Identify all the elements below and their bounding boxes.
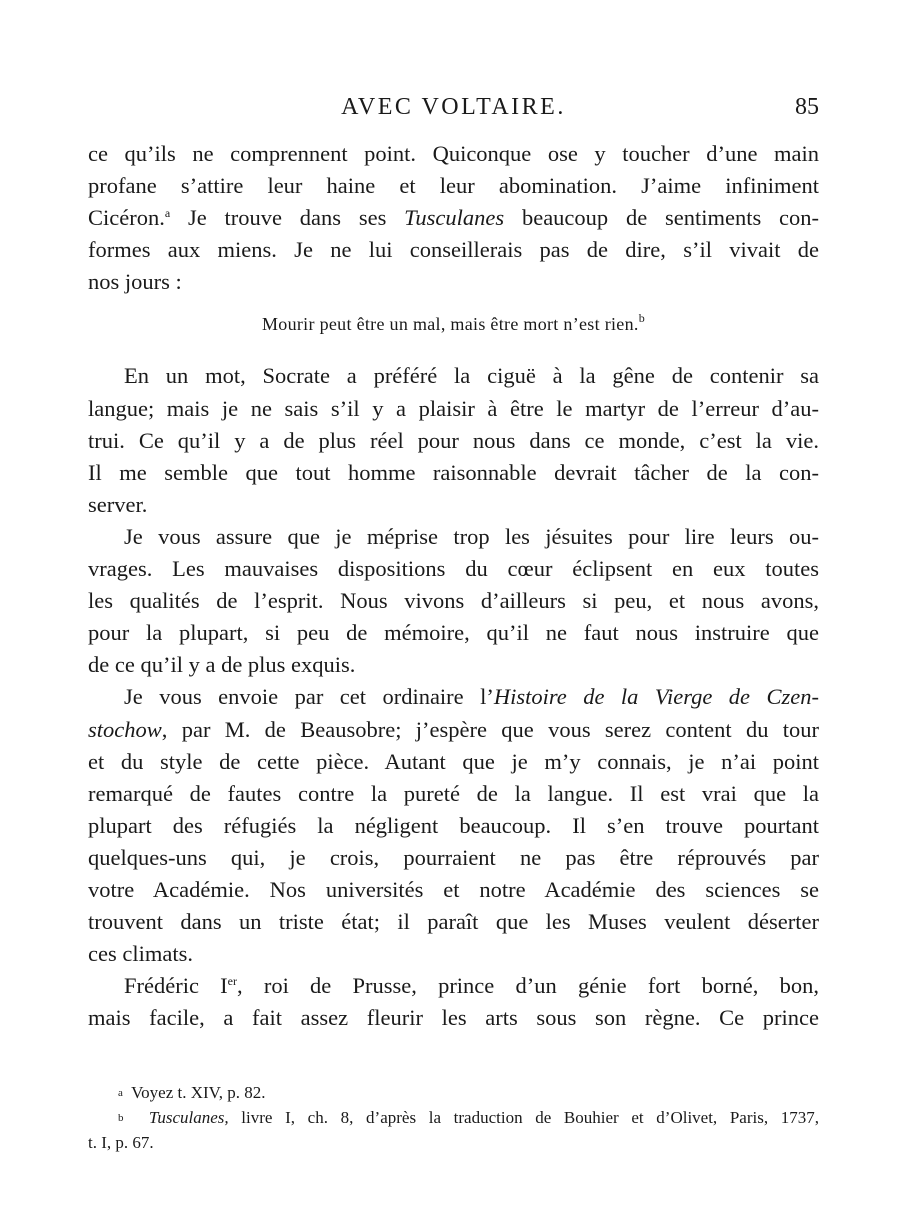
footnote-mark: a (118, 1087, 123, 1099)
text-line: Je vous assure que je méprise trop les jésuites pour lire leurs ou- (124, 523, 819, 549)
footnote-ref-a: a (164, 206, 171, 221)
footnote-b (88, 1105, 819, 1130)
text-line: et du style de cette pièce. Autant que je m’y connais, je n’ai point (88, 748, 819, 774)
text-line: ces climats. (88, 941, 193, 967)
text-line: vrages. Les mauvaises dispositions du cœur éclipsent en eux toutes (88, 556, 819, 582)
text-line: server. (88, 491, 148, 517)
footnote-ref-b: b (638, 311, 645, 326)
text-run: , par M. de Beausobre; j’espère que vous serez content du tour (161, 716, 819, 742)
quoted-verse (88, 308, 819, 340)
text-line: votre Académie. Nos universités et notre Académie des sciences se (88, 876, 819, 902)
work-title: Tusculanes, (148, 1108, 229, 1127)
text-line: langue; mais je ne sais s’il y a plaisir à être le martyr de l’erreur d’au- (88, 395, 819, 421)
text-run: Frédéric I (124, 973, 228, 999)
footnote-b-continued: t. I, p. 67. (88, 1133, 154, 1152)
text-line (88, 714, 819, 746)
text-line (88, 970, 819, 1002)
body-text (88, 138, 819, 1034)
text-line (88, 681, 819, 713)
running-title: AVEC VOLTAIRE. (341, 94, 566, 120)
footnote-text: livre I, ch. 8, d’après la traduction de Bouhier et d’Olivet, Paris, 1737, (228, 1108, 819, 1127)
text-line: pour la plupart, si peu de mémoire, qu’il ne faut nous instruire que (88, 620, 819, 646)
text-line: trui. Ce qu’il y a de plus réel pour nous dans ce monde, c’est la vie. (88, 427, 819, 453)
text-line: En un mot, Socrate a préféré la ciguë à la gêne de contenir sa (124, 363, 819, 389)
text-run: Cicéron. (88, 205, 165, 231)
ordinal-superscript: er (227, 974, 237, 989)
work-title: Histoire de la Vierge de Czen- (493, 684, 819, 710)
text-line: plupart des réfugiés la négligent beaucoup. Il s’en trouve pourtant (88, 812, 819, 838)
footnote-a (88, 1080, 819, 1105)
text-run: , roi de Prusse, prince d’un génie fort borné, bon, (237, 973, 820, 999)
text-run: Je vous envoie par cet ordinaire l’ (124, 684, 494, 710)
text-line: les qualités de l’esprit. Nous vivons d’ailleurs si peu, et nous avons, (88, 588, 819, 614)
text-line: nos jours : (88, 269, 182, 295)
footnote-text: Voyez t. XIV, p. 82. (131, 1083, 266, 1102)
text-line: trouvent dans un triste état; il paraît que les Muses veulent déserter (88, 909, 819, 935)
text-line: quelques-uns qui, je crois, pourraient ne pas être réprouvés par (88, 844, 819, 870)
text-run: beaucoup de sentiments con- (504, 205, 820, 231)
text-line: remarqué de fautes contre la pureté de la langue. Il est vrai que la (88, 780, 819, 806)
text-line: Il me semble que tout homme raisonnable devrait tâcher de la con- (88, 459, 819, 485)
work-title: Tusculanes (404, 205, 505, 231)
text-line: de ce qu’il y a de plus exquis. (88, 652, 356, 678)
page-number: 85 (795, 94, 819, 120)
text-line (88, 202, 819, 234)
text-line: mais facile, a fait assez fleurir les arts sous son règne. Ce prince (88, 1005, 819, 1031)
text-line: ce qu’ils ne comprennent point. Quiconque ose y toucher d’une main (88, 141, 819, 166)
running-head (88, 94, 819, 124)
work-title: stochow (88, 716, 162, 742)
text-run: Je trouve dans ses (170, 205, 405, 231)
text-line: profane s’attire leur haine et leur abomination. J’aime infiniment (88, 173, 819, 199)
footnote-mark: b (118, 1112, 124, 1124)
footnotes (88, 1080, 819, 1155)
text-line: formes aux miens. Je ne lui conseillerais pas de dire, s’il vivait de (88, 237, 819, 263)
verse-text: Mourir peut être un mal, mais être mort n’est rien. (261, 314, 639, 335)
